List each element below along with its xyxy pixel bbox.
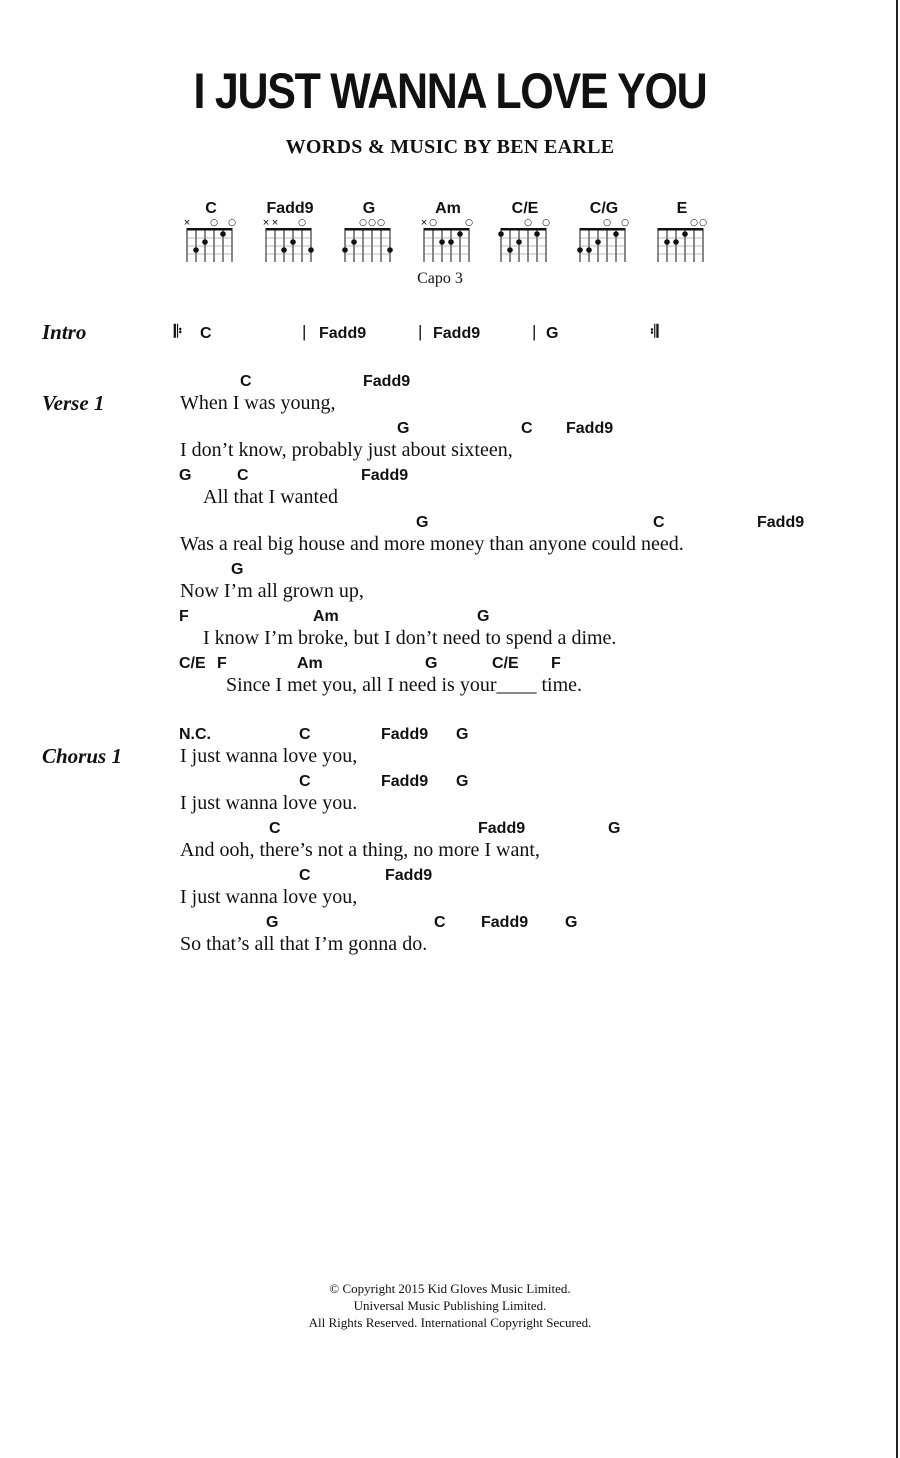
lyric-line: I just wanna love you.: [180, 792, 358, 814]
open-string-mark: ○: [298, 218, 306, 228]
finger-dot: [281, 247, 287, 253]
finger-dot: [673, 239, 679, 245]
chord-symbol: Fadd9: [566, 420, 614, 437]
finger-dot: [613, 231, 619, 237]
chord-diagram-c-g: [576, 200, 636, 270]
open-string-mark: ○: [359, 218, 367, 228]
chord-nut: [580, 228, 625, 231]
copyright-line: Universal Music Publishing Limited.: [353, 1298, 547, 1313]
finger-dot: [682, 231, 688, 237]
copyright-line: © Copyright 2015 Kid Gloves Music Limited.: [329, 1281, 571, 1296]
lyric-line: When I was young,: [180, 392, 336, 414]
finger-dot: [220, 231, 226, 237]
open-string-mark: ○: [429, 218, 437, 228]
chord-diagram-name: C/E: [511, 200, 539, 217]
open-string-mark: ○: [699, 218, 707, 228]
chord-diagram-name: Fadd9: [266, 200, 314, 217]
intro-bar-chord: C: [200, 325, 212, 342]
chord-symbol: Fadd9: [385, 867, 433, 884]
chord-symbol: G: [456, 726, 469, 743]
open-string-mark: ○: [228, 218, 236, 228]
chord-nut: [345, 228, 390, 231]
chord-grid: [262, 216, 318, 266]
finger-dot: [457, 231, 463, 237]
chord-symbol: C: [299, 773, 311, 790]
open-string-mark: ○: [621, 218, 629, 228]
chord-symbol: Fadd9: [363, 373, 411, 390]
lyric-line: Now I’m all grown up,: [180, 580, 364, 602]
open-string-mark: ○: [690, 218, 698, 228]
chord-diagram-e: [654, 200, 714, 270]
chord-nut: [501, 228, 546, 231]
finger-dot: [439, 239, 445, 245]
open-string-mark: ○: [465, 218, 473, 228]
chord-diagram-am: [420, 200, 480, 270]
chord-nut: [658, 228, 703, 231]
lyric-line: I just wanna love you,: [180, 745, 358, 767]
finger-dot: [202, 239, 208, 245]
chord-diagram-fadd9: [262, 200, 322, 270]
intro-bar-chord: Fadd9: [319, 325, 367, 342]
finger-dot: [516, 239, 522, 245]
chord-diagram-g: [341, 200, 401, 270]
finger-dot: [342, 247, 348, 253]
lyric-line: Since I met you, all I need is your____ time.: [226, 674, 583, 696]
chord-symbol: G: [425, 655, 438, 672]
lyric-line: And ooh, there’s not a thing, no more I want,: [180, 839, 540, 861]
chord-diagram-name: C/G: [589, 200, 619, 217]
finger-dot: [507, 247, 513, 253]
finger-dot: [595, 239, 601, 245]
chord-symbol: Am: [313, 608, 339, 625]
capo-note: Capo 3: [417, 270, 463, 287]
chord-symbol: C: [653, 514, 665, 531]
chord-grid: [420, 216, 476, 266]
lyric-line: I know I’m broke, but I don’t need to spend a dime.: [203, 627, 617, 649]
chord-diagram-name: C: [205, 200, 217, 217]
muted-string-mark: ×: [262, 218, 270, 228]
chord-grid: [654, 216, 710, 266]
lyric-line: So that’s all that I’m gonna do.: [180, 933, 428, 955]
finger-dot: [290, 239, 296, 245]
chord-symbol: C: [434, 914, 446, 931]
chord-symbol: Fadd9: [478, 820, 526, 837]
open-string-mark: ○: [368, 218, 376, 228]
chord-symbol: F: [551, 655, 561, 672]
finger-dot: [193, 247, 199, 253]
muted-string-mark: ×: [271, 218, 279, 228]
finger-dot: [448, 239, 454, 245]
intro-bar-chord: Fadd9: [433, 325, 481, 342]
chord-symbol: Fadd9: [361, 467, 409, 484]
finger-dot: [534, 231, 540, 237]
finger-dot: [308, 247, 314, 253]
chord-grid: [183, 216, 239, 266]
repeat-start-sign: 𝄆: [174, 322, 183, 341]
page-edge-rule: [896, 0, 898, 1458]
chord-symbol: C: [269, 820, 281, 837]
chord-symbol: C: [240, 373, 252, 390]
chord-symbol: C: [299, 726, 311, 743]
open-string-mark: ○: [210, 218, 218, 228]
open-string-mark: ○: [377, 218, 385, 228]
chord-symbol: C: [521, 420, 533, 437]
chord-symbol: G: [397, 420, 410, 437]
chord-symbol: N.C.: [179, 726, 211, 743]
chord-symbol: Fadd9: [381, 726, 429, 743]
chord-symbol: Fadd9: [757, 514, 805, 531]
finger-dot: [498, 231, 504, 237]
bar-line: |: [418, 322, 423, 341]
lyric-line: All that I wanted: [203, 486, 338, 508]
song-title: I JUST WANNA LOVE YOU: [193, 63, 707, 119]
finger-dot: [351, 239, 357, 245]
chord-symbol: G: [179, 467, 192, 484]
open-string-mark: ○: [603, 218, 611, 228]
open-string-mark: ○: [524, 218, 532, 228]
lyric-line: I don’t know, probably just about sixteen,: [180, 439, 513, 461]
intro-bar-chord: G: [546, 325, 559, 342]
finger-dot: [577, 247, 583, 253]
chord-diagram-name: E: [676, 200, 688, 217]
muted-string-mark: ×: [420, 218, 428, 228]
repeat-end-sign: 𝄇: [650, 322, 659, 341]
lyric-line: I just wanna love you,: [180, 886, 358, 908]
open-string-mark: ○: [542, 218, 550, 228]
bar-line: |: [532, 322, 537, 341]
chord-symbol: G: [608, 820, 621, 837]
chord-grid: [497, 216, 553, 266]
chord-symbol: G: [231, 561, 244, 578]
section-label-chorus-1: Chorus 1: [42, 744, 122, 768]
chord-symbol: Fadd9: [381, 773, 429, 790]
chord-diagram-name: Am: [435, 200, 461, 217]
chord-symbol: C/E: [179, 655, 206, 672]
chord-symbol: C: [237, 467, 249, 484]
chord-symbol: G: [477, 608, 490, 625]
chord-symbol: C: [299, 867, 311, 884]
chord-symbol: Am: [297, 655, 323, 672]
copyright-line: All Rights Reserved. International Copyright Secured.: [308, 1315, 592, 1330]
chord-symbol: G: [565, 914, 578, 931]
chord-nut: [187, 228, 232, 231]
chord-symbol: F: [179, 608, 189, 625]
chord-grid: [341, 216, 397, 266]
chord-symbol: G: [456, 773, 469, 790]
chord-symbol: G: [416, 514, 429, 531]
muted-string-mark: ×: [183, 218, 191, 228]
chord-diagram-c-e: [497, 200, 557, 270]
finger-dot: [387, 247, 393, 253]
section-label-verse-1: Verse 1: [42, 391, 105, 415]
chord-diagram-name: G: [362, 200, 376, 217]
bar-line: |: [302, 322, 307, 341]
song-credits: WORDS & MUSIC BY BEN EARLE: [285, 136, 615, 158]
chord-symbol: Fadd9: [481, 914, 529, 931]
chord-diagram-c: [183, 200, 243, 270]
finger-dot: [586, 247, 592, 253]
chord-symbol: F: [217, 655, 227, 672]
chord-symbol: G: [266, 914, 279, 931]
chord-nut: [424, 228, 469, 231]
chord-nut: [266, 228, 311, 231]
section-label-intro: Intro: [42, 320, 87, 344]
finger-dot: [664, 239, 670, 245]
chord-grid: [576, 216, 632, 266]
chord-symbol: C/E: [492, 655, 519, 672]
lyric-line: Was a real big house and more money than anyone could need.: [180, 533, 684, 555]
